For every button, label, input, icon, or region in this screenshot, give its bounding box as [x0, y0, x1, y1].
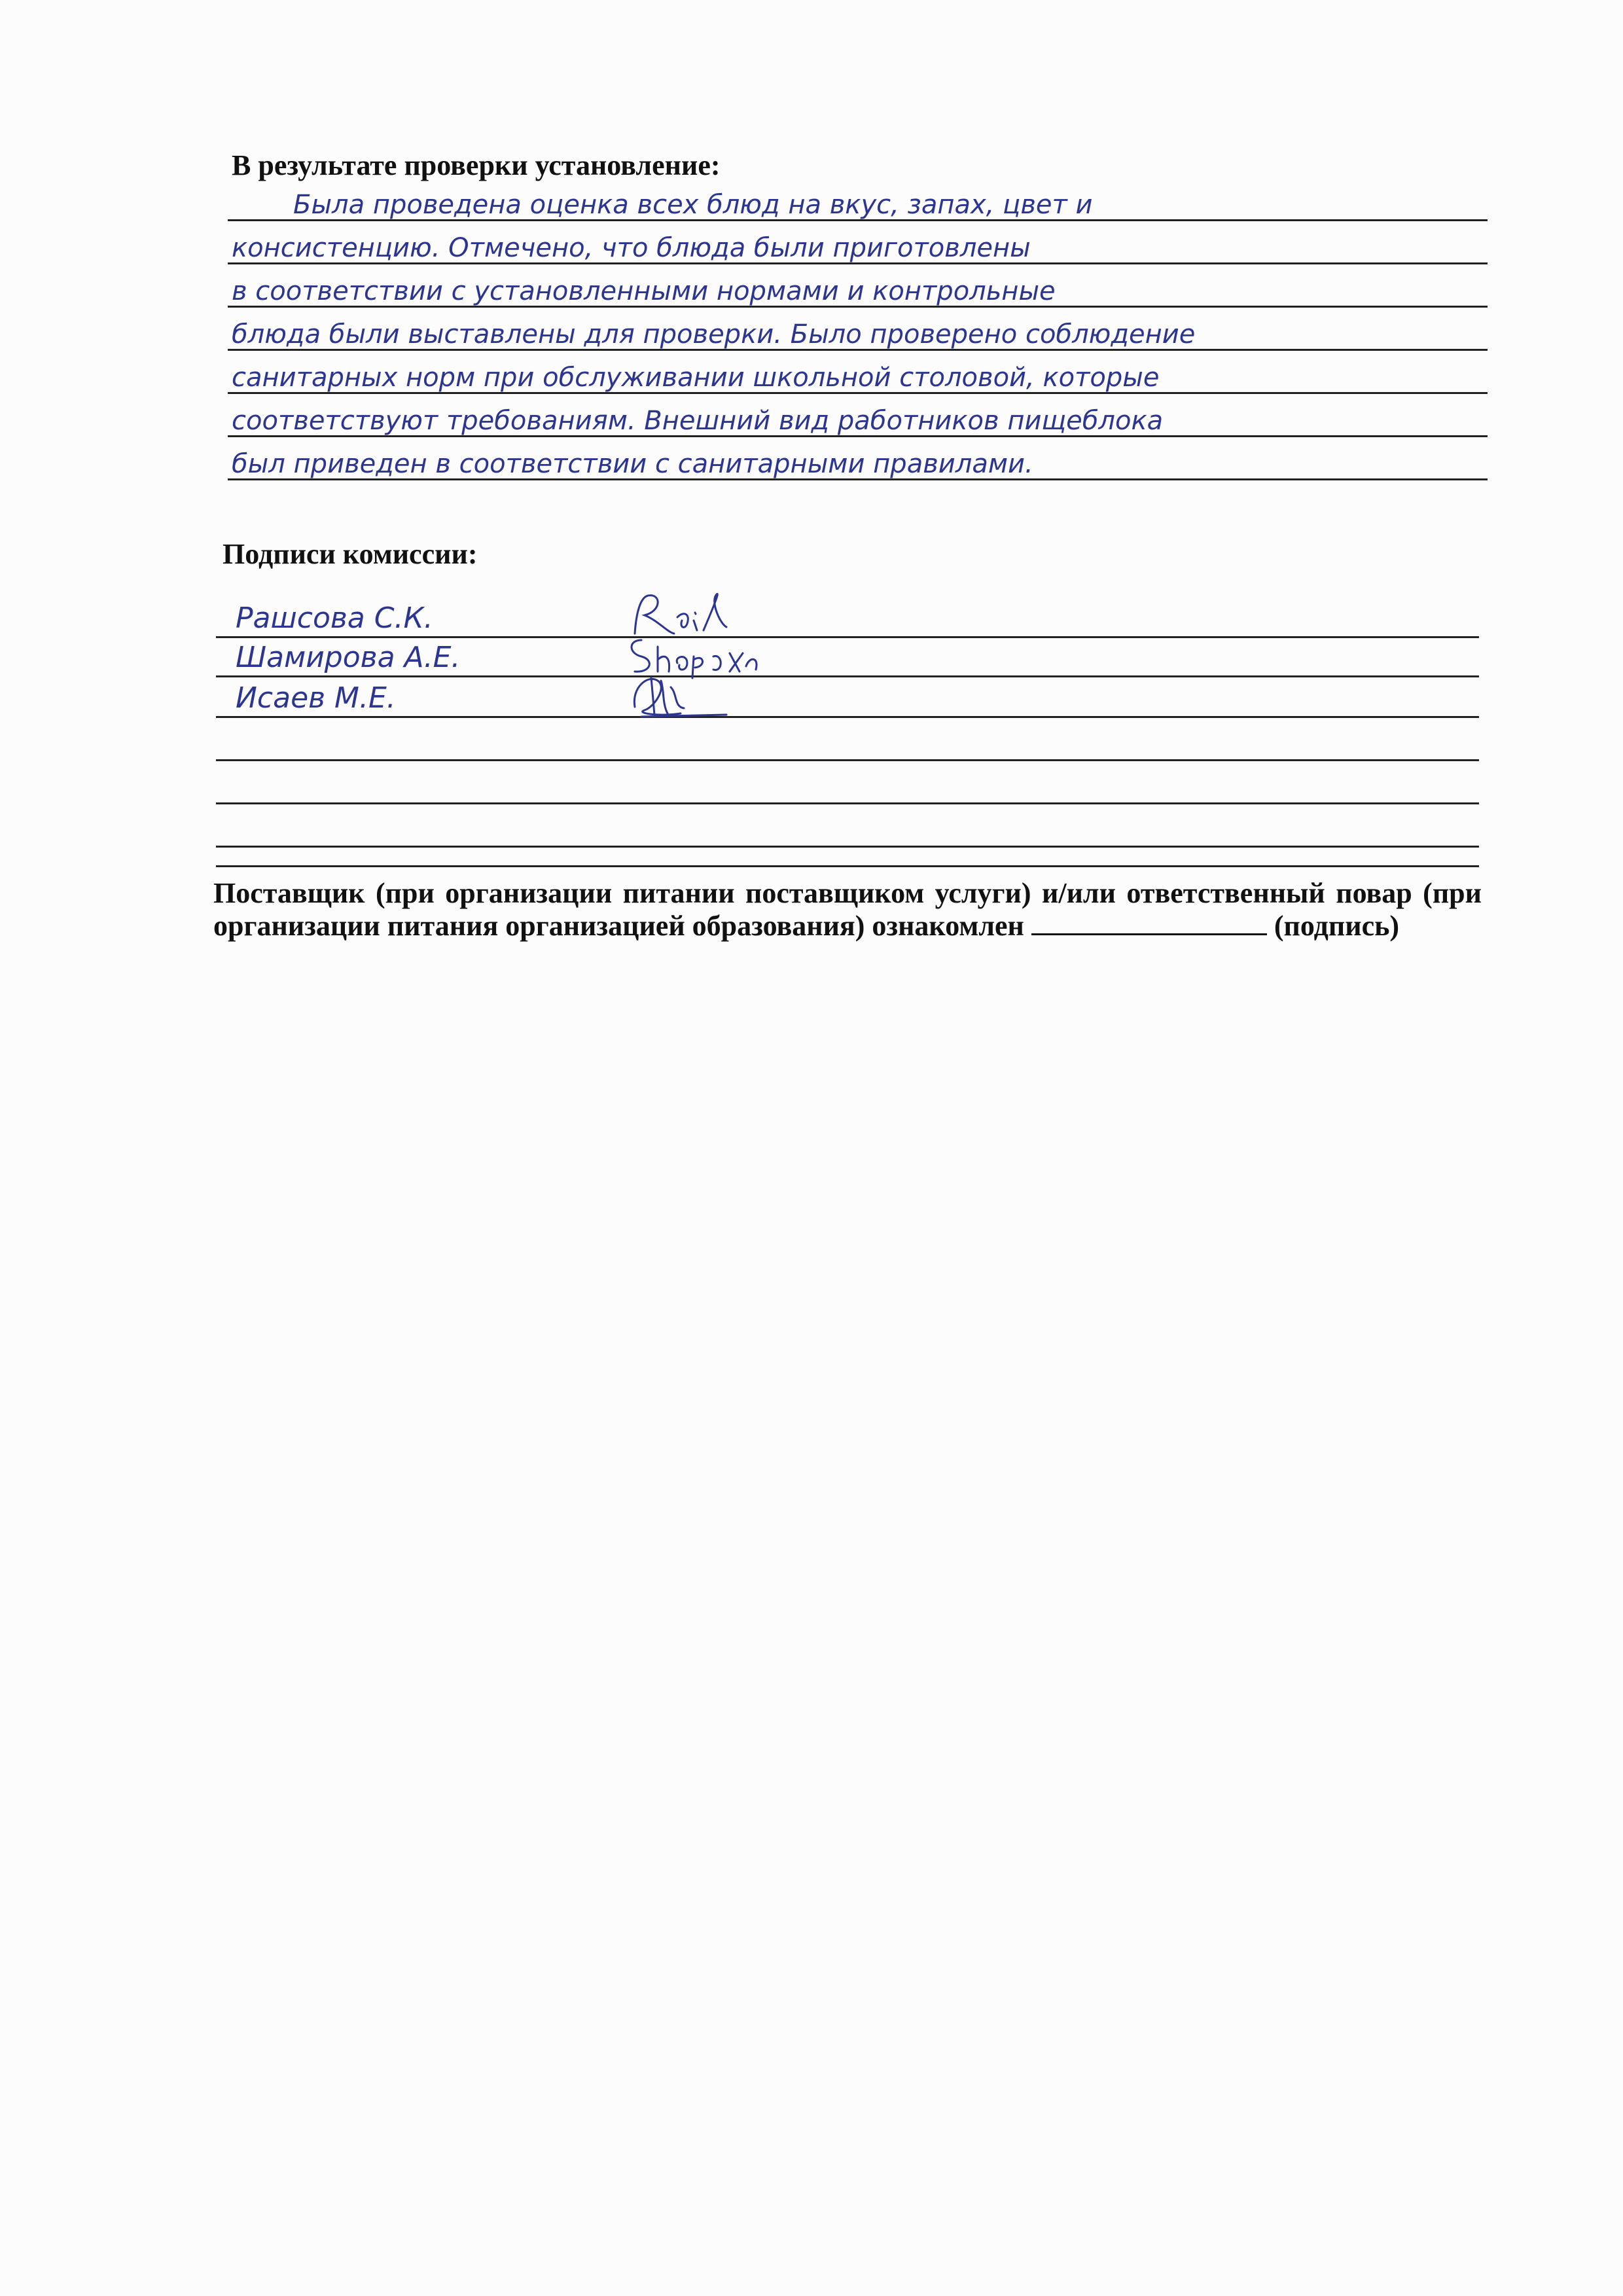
findings-line-1: Была проведена оценка всех блюд на вкус, запах, цвет и	[228, 190, 1488, 221]
findings-line-4: блюда были выставлены для проверки. Было проверено соблюдение	[228, 319, 1488, 351]
signature-row-2	[216, 636, 1479, 677]
signature-row-7	[216, 826, 1479, 867]
signature-row-5	[216, 763, 1479, 804]
supplier-signature-caption: (подпись)	[1274, 910, 1400, 942]
commission-heading: Подписи комиссии:	[223, 538, 478, 570]
findings-line-5: санитарных норм при обслуживании школьной столовой, которые	[228, 363, 1488, 394]
supplier-text: Поставщик (при организации питании поставщиком услуги) и/или ответственный повар (при организации питания организацией образования) ознакомлен	[213, 877, 1482, 942]
findings-line-6: соответствуют требованиям. Внешний вид работников пищеблока	[228, 406, 1488, 437]
supplier-signature-blank	[1031, 910, 1267, 935]
signature-row-1	[216, 597, 1479, 638]
member-name-2: Шамирова А.Е.	[236, 641, 461, 674]
signature-row-4	[216, 720, 1479, 761]
member-signature-3	[622, 668, 766, 720]
findings-line-2: консистенцию. Отмечено, что блюда были приготовлены	[228, 233, 1488, 264]
findings-line-7: был приведен в соответствии с санитарными правилами.	[228, 449, 1488, 480]
findings-line-3: в соответствии с установленными нормами и контрольные	[228, 276, 1488, 308]
signature-row-3	[216, 677, 1479, 718]
member-name-3: Исаев М.Е.	[236, 681, 396, 715]
supplier-acknowledgement	[213, 877, 1482, 942]
findings-heading: В результате проверки установление:	[232, 149, 721, 181]
member-name-1: Рашсова С.К.	[236, 601, 433, 635]
